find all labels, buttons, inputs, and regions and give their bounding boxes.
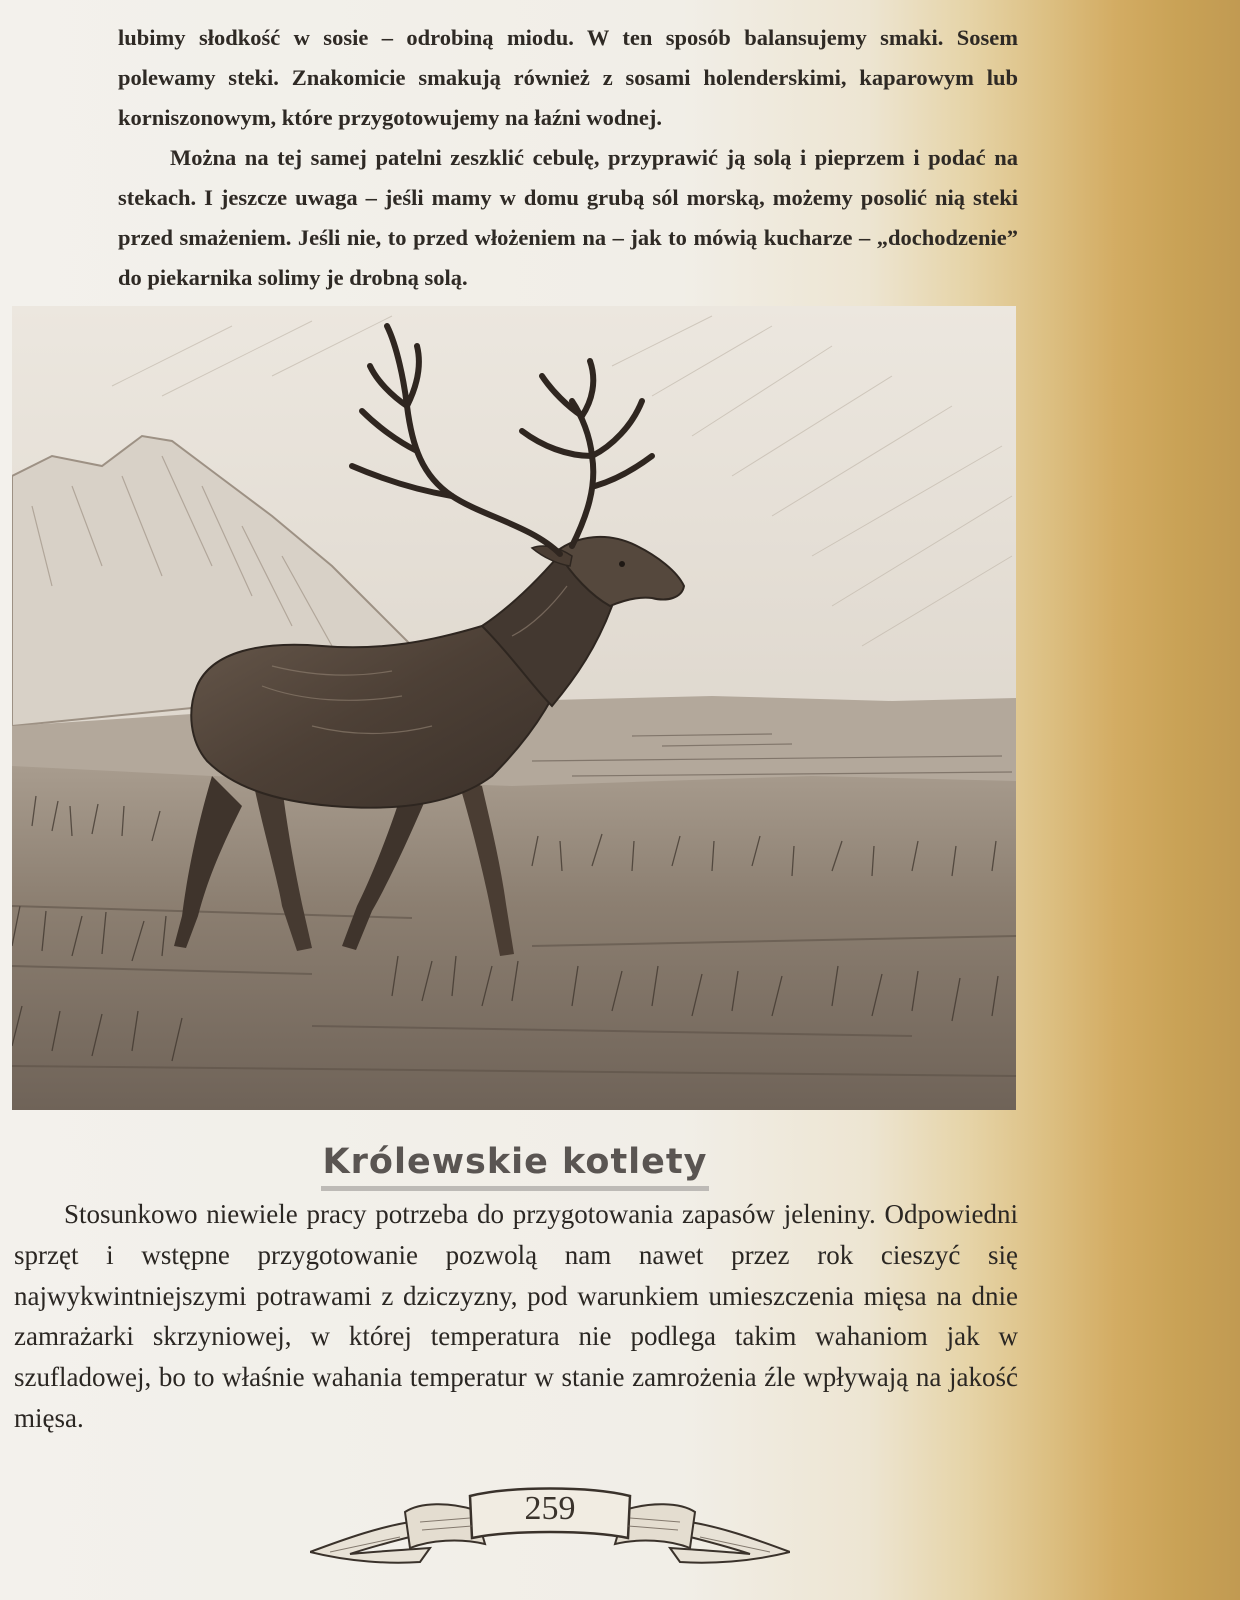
top-text-block — [118, 18, 1018, 298]
recipe-title-text: Królewskie kotlety — [321, 1140, 710, 1191]
deer-illustration — [12, 306, 1016, 1110]
paragraph-onion: Można na tej samej patelni zeszklić cebulę, przyprawić ją solą i pieprzem i podać na stekach. I jeszcze uwaga – jeśli mamy w domu grubą sól morską, możemy posolić nią steki przed smażeniem. Jeśli nie, to przed włożeniem na – jak to mówią kucharze – „dochodzenie” do piekarnika solimy je drobną solą. — [118, 145, 1018, 290]
paragraph-sauce: lubimy słodkość w sosie – odrobiną miodu. W ten sposób balansujemy smaki. Sosem polewamy steki. Znakomicie smakują również z sosami holenderskimi, kaparowym lub korniszonowym, które przygotowujemy na łaźni wodnej. — [118, 25, 1018, 130]
recipe-body-block — [14, 1194, 1018, 1439]
page-number: 259 — [524, 1490, 576, 1527]
page-number-banner — [310, 1482, 790, 1582]
recipe-title — [0, 1140, 1030, 1191]
recipe-body-paragraph: Stosunkowo niewiele pracy potrzeba do przygotowania zapasów jeleniny. Odpowiedni sprzęt i wstępne przygotowanie pozwolą nam nawet przez rok cieszyć się najwykwintniejszymi potrawami z dziczyzny, pod warunkiem umieszczenia mięsa na dnie zamrażarki skrzyniowej, w której temperatura nie podlega takim wahaniom jak w szufladowej, bo to właśnie wahania temperatur w stanie zamrożenia źle wpływają na jakość mięsa. — [14, 1199, 1018, 1433]
